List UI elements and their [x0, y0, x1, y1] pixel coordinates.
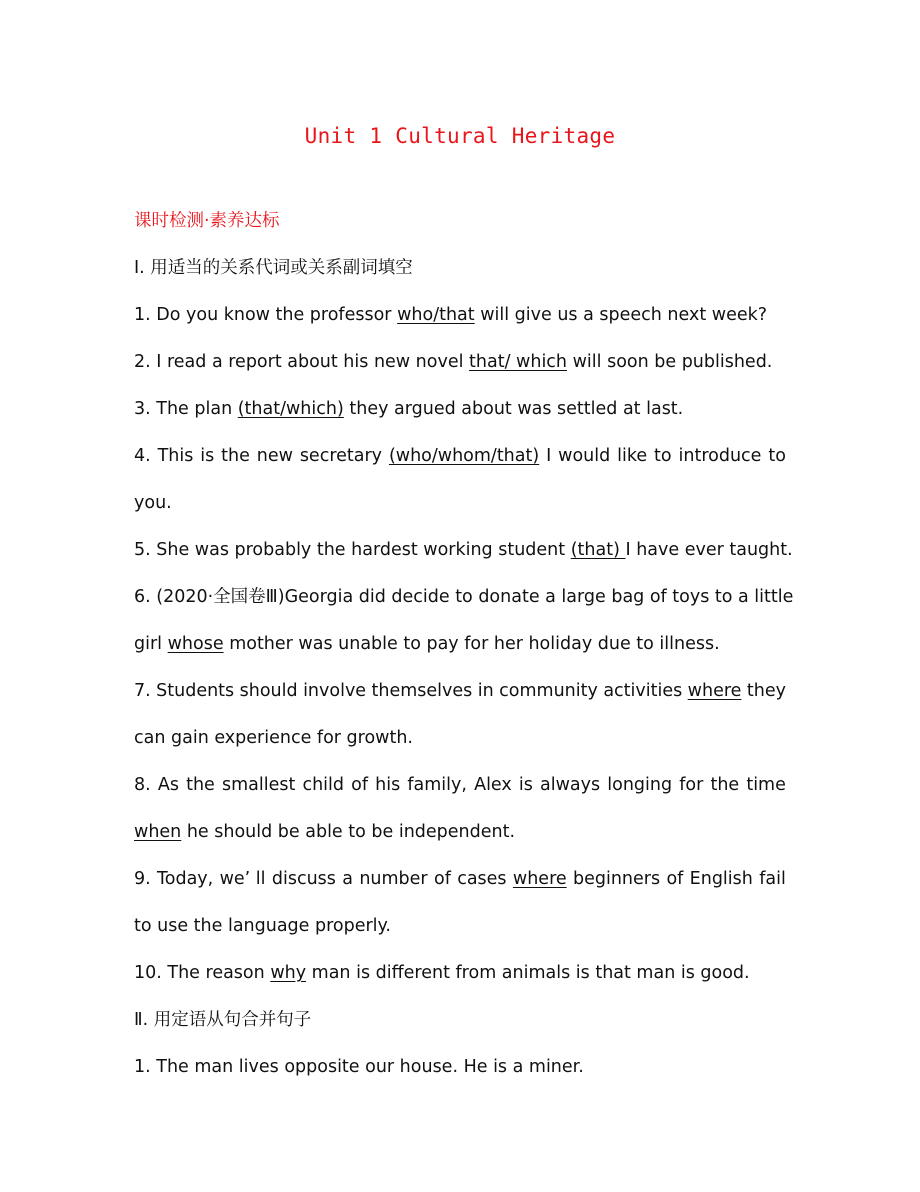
sentence-word: should: [239, 681, 298, 701]
question-10: [134, 961, 786, 985]
sentence-word: time: [746, 775, 786, 795]
sentence-word: family,: [407, 775, 467, 795]
sentence-word: is: [200, 446, 215, 466]
sentence-word: always: [540, 775, 601, 795]
sentence-word: for: [679, 775, 704, 795]
sentence-word: 2. I read a report about his new novel: [134, 352, 464, 372]
question-7-continued: can gain experience for growth.: [134, 728, 413, 748]
sentence-word: man is different from animals is that man is good.: [311, 963, 750, 983]
answer-2: that/ which: [469, 352, 568, 372]
sentence-word: fail: [759, 869, 786, 889]
sentence-word: activities: [603, 681, 683, 701]
answer-1: who/that: [397, 305, 475, 325]
sentence-word: number: [359, 869, 428, 889]
sentence-word: 3. The plan: [134, 399, 233, 419]
sentence-word: will soon be published.: [572, 352, 773, 372]
sentence-word: to: [654, 446, 672, 466]
sentence-word: new: [256, 446, 293, 466]
answer-10: why: [270, 963, 307, 983]
answer-6: whose: [167, 634, 224, 654]
part2-heading: Ⅱ. 用定语从句合并句子: [134, 1010, 312, 1030]
sentence-word: 8.: [134, 775, 151, 795]
question-1: [134, 303, 786, 327]
answer-3: (that/which): [237, 399, 344, 419]
sentence-word: his: [375, 775, 401, 795]
question-8: [134, 773, 786, 797]
sentence-word: English: [689, 869, 753, 889]
sentence-word: the: [221, 446, 250, 466]
sentence-word: he should be able to be independent.: [186, 822, 516, 842]
sentence-word: Students: [156, 681, 235, 701]
sentence-word: of: [433, 869, 451, 889]
question-8-continued: [134, 820, 786, 844]
sentence-word: Today,: [157, 869, 214, 889]
sentence-word: is: [518, 775, 533, 795]
question-5: [134, 538, 793, 562]
sentence-word: I: [546, 446, 552, 466]
sentence-word: smallest: [221, 775, 296, 795]
question-6-continued: [134, 632, 786, 656]
section-heading: 课时检测·素养达标: [134, 211, 280, 231]
question-4: [134, 444, 786, 468]
part2-question-1: 1. The man lives opposite our house. He is a miner.: [134, 1057, 584, 1077]
sentence-word: themselves: [371, 681, 473, 701]
sentence-word: I have ever taught.: [625, 540, 793, 560]
question-7: [134, 679, 786, 703]
sentence-word: they: [746, 681, 786, 701]
question-2: [134, 350, 786, 374]
sentence-word: we’ ll: [219, 869, 266, 889]
sentence-word: longing: [607, 775, 673, 795]
sentence-word: child: [302, 775, 344, 795]
sentence-word: 10. The reason: [134, 963, 265, 983]
sentence-word: of: [666, 869, 684, 889]
answer-9: where: [512, 869, 567, 889]
sentence-word: cases: [457, 869, 507, 889]
sentence-word: like: [617, 446, 648, 466]
sentence-word: they argued about was settled at last.: [349, 399, 684, 419]
sentence-word: This: [157, 446, 194, 466]
sentence-word: the: [710, 775, 740, 795]
answer-7: where: [687, 681, 742, 701]
sentence-word: secretary: [299, 446, 383, 466]
sentence-word: 5. She was probably the hardest working student: [134, 540, 566, 560]
answer-4: (who/whom/that): [388, 446, 540, 466]
sentence-word: of: [351, 775, 369, 795]
sentence-word: the: [186, 775, 215, 795]
sentence-word: to: [768, 446, 786, 466]
page-title: Unit 1 Cultural Heritage: [304, 124, 616, 148]
part1-heading: Ⅰ. 用适当的关系代词或关系副词填空: [134, 258, 413, 278]
sentence-word: 1. Do you know the professor: [134, 305, 392, 325]
question-6: 6. (2020·全国卷Ⅲ)Georgia did decide to donate a large bag of toys to a little: [134, 587, 794, 607]
sentence-word: 4.: [134, 446, 151, 466]
question-9-continued: to use the language properly.: [134, 916, 391, 936]
sentence-word: will give us a speech next week?: [480, 305, 768, 325]
sentence-word: beginners: [573, 869, 661, 889]
answer-8: when: [134, 822, 182, 842]
sentence-word: introduce: [678, 446, 762, 466]
sentence-word: community: [499, 681, 598, 701]
answer-5: (that): [570, 540, 626, 560]
question-9: [134, 867, 786, 891]
question-3: [134, 397, 786, 421]
sentence-word: As: [157, 775, 179, 795]
sentence-word: a: [342, 869, 353, 889]
sentence-word: discuss: [271, 869, 336, 889]
sentence-word: would: [558, 446, 611, 466]
sentence-word: 9.: [134, 869, 151, 889]
sentence-word: 7.: [134, 681, 151, 701]
sentence-word: Alex: [474, 775, 512, 795]
sentence-word: mother was unable to pay for her holiday due to illness.: [229, 634, 720, 654]
sentence-word: involve: [303, 681, 367, 701]
question-4-continued: you.: [134, 493, 172, 513]
sentence-word: girl: [134, 634, 163, 654]
sentence-word: in: [477, 681, 494, 701]
